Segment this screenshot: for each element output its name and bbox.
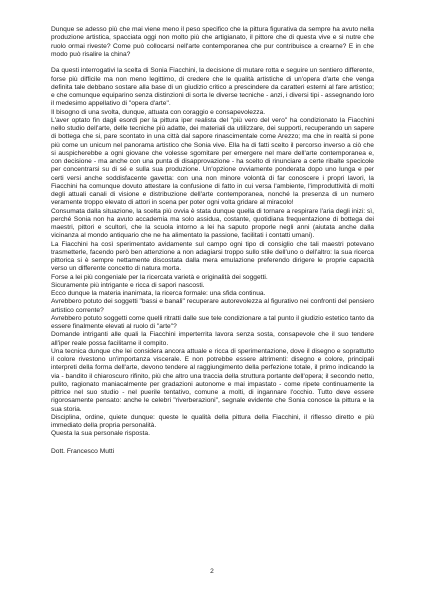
paragraph-14: Disciplina, ordine, quiete dunque: queste le qualità della pittura della Fiacchini, il riflesso diretto e più immediato della propria personalità.	[51, 413, 374, 430]
paragraph-3: Il bisogno di una svolta, dunque, attuata con coraggio e consapevolezza.	[51, 108, 266, 116]
paragraph-12: Domande intriganti alle quali la Fiacchini imperterrita lavora senza sosta, consapevole che il suo tendere all'iper reale possa facilitarne il compito.	[51, 331, 374, 347]
author-signature: Dott. Francesco Mutti	[51, 447, 115, 455]
paragraph-1: Dunque se adesso più che mai viene meno il peso specifico che la pittura figurativa da sempre ha avuto nella produzione artistica, spacciata oggi non molto più che artigianato, il pittore che di questa vive e si nutre che ruolo ormai riveste? Come può collocarsi nell'arte contemporanea che pur contribuisce a crearne? E in che modo può risalire la china?	[51, 26, 374, 58]
paragraph-8: Sicuramente più intrigante e ricca di sapori nascosti.	[51, 281, 205, 289]
paragraph-15: Questa la sua personale risposta.	[51, 430, 150, 438]
paragraph-4: L'aver optato fin dagli esordi per la pittura iper realista del "più vero del vero" ha condizionato la Fiacchini nello studio dell'arte, delle tecniche più adatte, dei materiali da utilizzare, dei supporti, recuperando un sapere di bottega che si, pare scontato in una città dal sapore rinascimentale come Arezzo; ma che in realtà si pone più come un unicum nel panorama artistico che Sonia vive. Ella ha di fatti scelto il percorso inverso a ciò che si auspicherebbe a ogni giovane che volesse sgomitare per emergere nel mare dell'arte contemporanea e, con decisione - ma anche con una punta di disapprovazione - ha scelto di rinunciare a certe ribalte specicole per concentrarsi su di sé e sulla sua produzione. Un'opzione ovviamente ponderata dopo uno lunga e per certi versi anche soddisfacente gavetta: con una non minore volontà di far conoscere i propri lavori, la Fiacchini ha comunque dovuto attestare la confusione di fatto in cui versa l'ambiente, l'improduttività di molti degli attuali canali di visione e distribuzione dell'arte contemporanea, nonché la presenza di un numero veramente troppo elevato di attori in scena per poter ogni volta gridare al miracolo!	[51, 116, 374, 207]
paragraph-2: Da questi interrogativi la scelta di Sonia Fiacchini, la decisione di mutare rotta e seguire un sentiero differente, forse più difficile ma non meno legittimo, di credere che le qualità artistiche di un'opera d'arte che venga definita tale debbano sostare alla base di un giudizio critico a prescindere da caratteri esterni al fare artistico; e che comunque equiparino senza distinzioni di sorta le diverse tecniche - anzi, i diversi tipi - assegnando loro il medesimo appellativo di "opera d'arte".	[51, 67, 374, 108]
paragraph-13: Una tecnica dunque che lei considera ancora attuale e ricca di sperimentazione, dove il disegno e soprattutto il colore rivestono un'importanza viscerale. E non potrebbe essere altrimenti: disegno e colore, principali interpreti della forma dell'arte, devono tendere al raggiungimento della perfezione totale, il primo indicando la via - bandito il chiaroscuro rifinito, più che altro una traccia della struttura portante dell'opera; il secondo netto, pulito, ragionato maniacalmente per gradazioni autonome e mai impastato - come ripete continuamente la pittrice nel suo studio - nel puerile tentativo, comune a molti, di ingannare l'occhio. Tutto deve essere rigorosamente pensato: anche le celebri "riverberazioni", segnale evidente che Sonia conosce la pittura e la sua storia.	[51, 347, 374, 413]
paragraph-7: Forse a lei più congeniale per la ricercata varietà e originalità dei soggetti.	[51, 273, 268, 281]
paragraph-9: Ecco dunque la materia inanimata, la ricerca formale: una sfida continua.	[51, 290, 266, 298]
paragraph-10: Avrebbero potuto dei soggetti "bassi e banali" recuperare autorevolezza al figurativo nei confronti del pensiero artistico corrente?	[51, 298, 374, 314]
paragraph-11: Avrebbero potuto soggetti come quelli ritratti dalle sue tele condizionare a tal punto il giudizio estetico tanto da essere finalmente elevati al ruolo di "arte"?	[51, 314, 374, 331]
paragraph-5: Consumata dalla situazione, la scelta più ovvia è stata dunque quella di tornare a respirare l'aria degli inizi: sì, perché Sonia non ha avuto accademia ma solo assidua, costante, quotidiana frequentazione di bottega dei maestri, pittori e scultori, che la scuola intorno a lei ha saputo proporle negli anni (aiutata anche dalla vicinanza al mondo antiquario che ne ha alimentato la passione, facilitati i contatti umani).	[51, 207, 374, 240]
essay-body	[51, 0, 374, 456]
paragraph-6: La Fiacchini ha così sperimentato avidamente sul campo ogni tipo di consiglio che tali maestri potevano trasmetterle, facendo però ben attenzione a non adagiarsi troppo sullo stile dell'uno o dell'altro: la sua ricerca pittorica si è sempre nettamente discostata dalla mera emulazione preferendo dirigere le proprie capacità verso un differente concetto di natura morta.	[51, 240, 374, 273]
page-number: 2	[210, 568, 214, 575]
